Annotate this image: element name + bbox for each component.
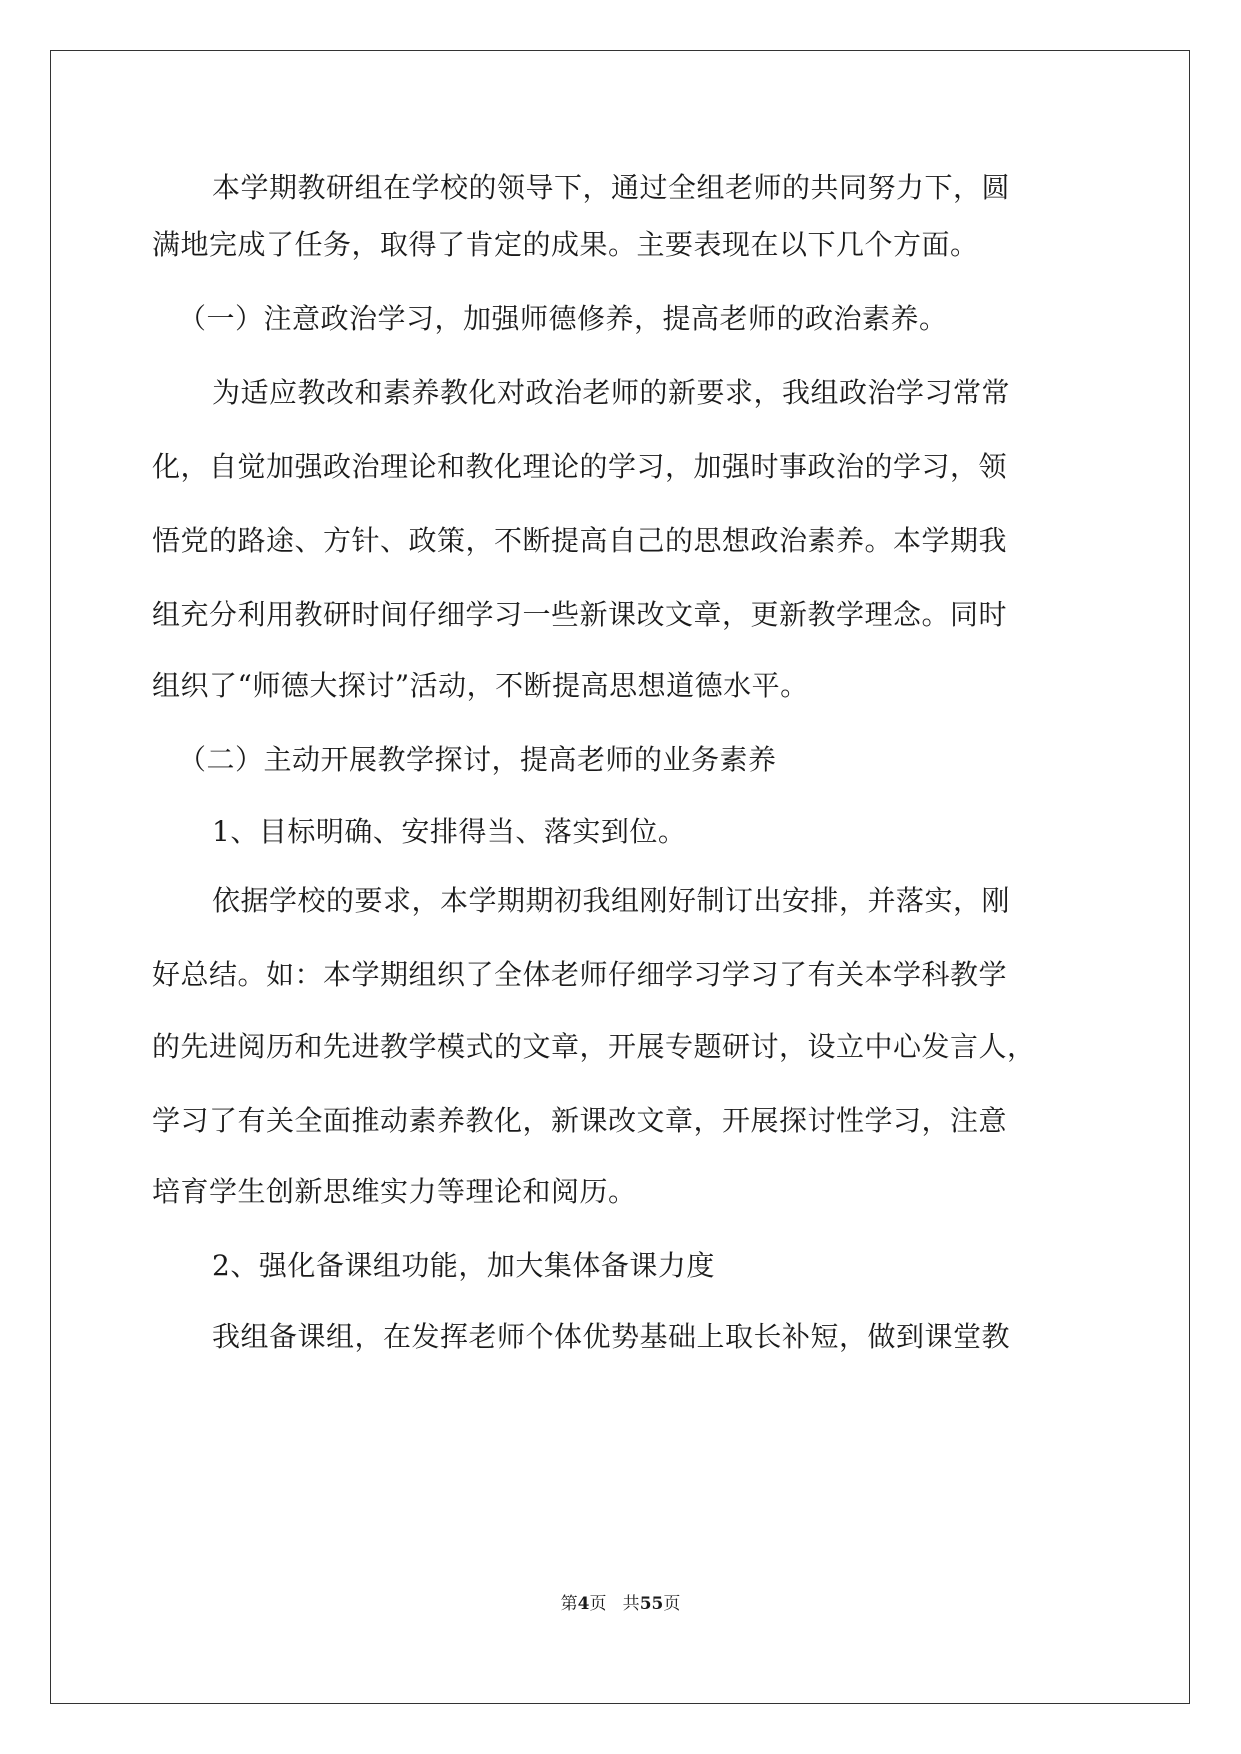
list-item-heading: 1、目标明确、安排得当、落实到位。 — [212, 815, 687, 848]
section-heading-2: （二）主动开展教学探讨，提高老师的业务素养 — [178, 743, 777, 776]
paragraph-line: 为适应教改和素养教化对政治老师的新要求，我组政治学习常常 — [212, 376, 1011, 409]
paragraph-line: 本学期教研组在学校的领导下，通过全组老师的共同努力下，圆 — [212, 171, 1011, 204]
paragraph-line: 依据学校的要求，本学期期初我组刚好制订出安排，并落实，刚 — [212, 884, 1011, 917]
list-item-heading: 2、强化备课组功能，加大集体备课力度 — [212, 1249, 715, 1282]
paragraph-line: 组充分利用教研时间仔细学习一些新课改文章，更新教学理念。同时 — [152, 598, 1008, 631]
paragraph-line: 悟党的路途、方针、政策，不断提高自己的思想政治素养。本学期我 — [152, 524, 1008, 557]
footer-total-pages: 55 — [639, 1594, 664, 1614]
section-heading-1: （一）注意政治学习，加强师德修养，提高老师的政治素养。 — [178, 302, 948, 335]
paragraph-line: 满地完成了任务，取得了肯定的成果。主要表现在以下几个方面。 — [152, 228, 979, 261]
paragraph-line: 培育学生创新思维实力等理论和阅历。 — [152, 1175, 637, 1208]
footer-mid: 页 共 — [589, 1594, 640, 1614]
paragraph-line: 组织了“师德大探讨”活动，不断提高思想道德水平。 — [152, 669, 809, 702]
paragraph-line: 的先进阅历和先进教学模式的文章，开展专题研讨，设立中心发言人， — [152, 1030, 1036, 1063]
footer-prefix: 第 — [560, 1594, 578, 1614]
footer-suffix: 页 — [663, 1594, 681, 1614]
paragraph-line: 化，自觉加强政治理论和教化理论的学习，加强时事政治的学习，领 — [152, 450, 1008, 483]
paragraph-line: 好总结。如：本学期组织了全体老师仔细学习学习了有关本学科教学 — [152, 958, 1008, 991]
page-footer — [0, 1592, 1241, 1616]
footer-page-number: 4 — [577, 1594, 590, 1614]
paragraph-line: 我组备课组，在发挥老师个体优势基础上取长补短，做到课堂教 — [212, 1320, 1011, 1353]
paragraph-line: 学习了有关全面推动素养教化，新课改文章，开展探讨性学习，注意 — [152, 1104, 1008, 1137]
